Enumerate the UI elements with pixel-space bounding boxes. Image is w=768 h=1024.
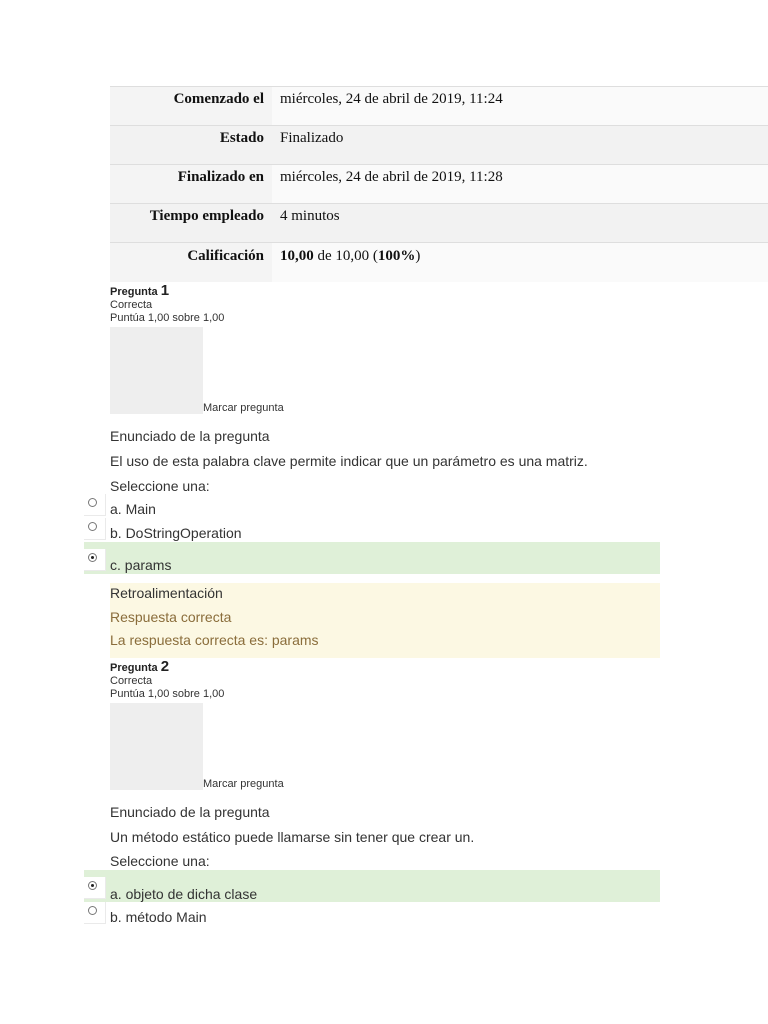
grade-percent: 100% [377,248,416,264]
question-heading: Enunciado de la pregunta [110,804,270,820]
question-number [110,660,224,675]
question-grade: Puntúa 1,00 sobre 1,00 [110,688,225,700]
radio-button[interactable] [84,549,106,571]
question-state: Correcta [110,299,153,311]
select-one-prompt: Seleccione una: [110,853,210,869]
answer-option-correct[interactable] [84,870,660,902]
feedback-panel [110,583,660,658]
question-prefix: Pregunta [110,286,158,298]
grade-total: de 10,00 ( [313,248,378,264]
summary-value: miércoles, 24 de abril de 2019, 11:28 [272,165,768,203]
radio-selected-icon [88,553,97,562]
summary-value [272,243,768,282]
radio-button[interactable] [84,494,106,516]
summary-value: miércoles, 24 de abril de 2019, 11:24 [272,87,768,125]
answer-option[interactable] [84,518,660,542]
question-text: Un método estático puede llamarse sin tener que crear un. [110,829,475,845]
answer-option[interactable] [84,494,660,518]
answer-label: b. método Main [110,909,207,925]
question-number-value: 2 [160,658,170,675]
radio-button[interactable] [84,518,106,540]
summary-label: Finalizado en [110,165,272,203]
summary-value: Finalizado [272,126,768,164]
radio-icon [88,522,97,531]
summary-label: Calificación [110,243,272,282]
question-prefix: Pregunta [110,662,158,674]
radio-icon [88,498,97,507]
flag-icon-box[interactable] [110,327,203,414]
grade-score: 10,00 [280,248,314,264]
summary-row-time-taken [110,203,768,242]
flag-icon-box[interactable] [110,703,203,790]
summary-row-grade [110,242,768,282]
attempt-summary-table [110,86,768,282]
answer-option[interactable] [84,902,660,926]
radio-selected-icon [88,881,97,890]
summary-row-finished [110,164,768,203]
answer-label: a. objeto de dicha clase [110,886,258,902]
feedback-result: Respuesta correcta [110,609,232,625]
answer-option-correct[interactable] [84,542,660,574]
radio-button[interactable] [84,902,106,924]
grade-close: ) [415,248,421,264]
feedback-heading: Retroalimentación [110,585,223,601]
summary-row-started [110,86,768,125]
question-number [110,284,224,299]
answer-label: a. Main [110,501,156,517]
question-info [110,284,224,325]
select-one-prompt: Seleccione una: [110,478,210,494]
answer-label: b. DoStringOperation [110,525,242,541]
summary-value: 4 minutos [272,204,768,242]
question-grade: Puntúa 1,00 sobre 1,00 [110,312,225,324]
question-number-value: 1 [160,282,170,299]
summary-label: Estado [110,126,272,164]
flag-question-link[interactable]: Marcar pregunta [203,402,284,414]
summary-label: Tiempo empleado [110,204,272,242]
question-info [110,660,224,701]
summary-label: Comenzado el [110,87,272,125]
feedback-right-answer: La respuesta correcta es: params [110,632,319,648]
question-state: Correcta [110,675,153,687]
radio-icon [88,906,97,915]
summary-row-state [110,125,768,164]
flag-question-link[interactable]: Marcar pregunta [203,778,284,790]
radio-button[interactable] [84,877,106,899]
question-text: El uso de esta palabra clave permite indicar que un parámetro es una matriz. [110,453,588,469]
answer-label: c. params [110,557,172,573]
question-heading: Enunciado de la pregunta [110,428,270,444]
